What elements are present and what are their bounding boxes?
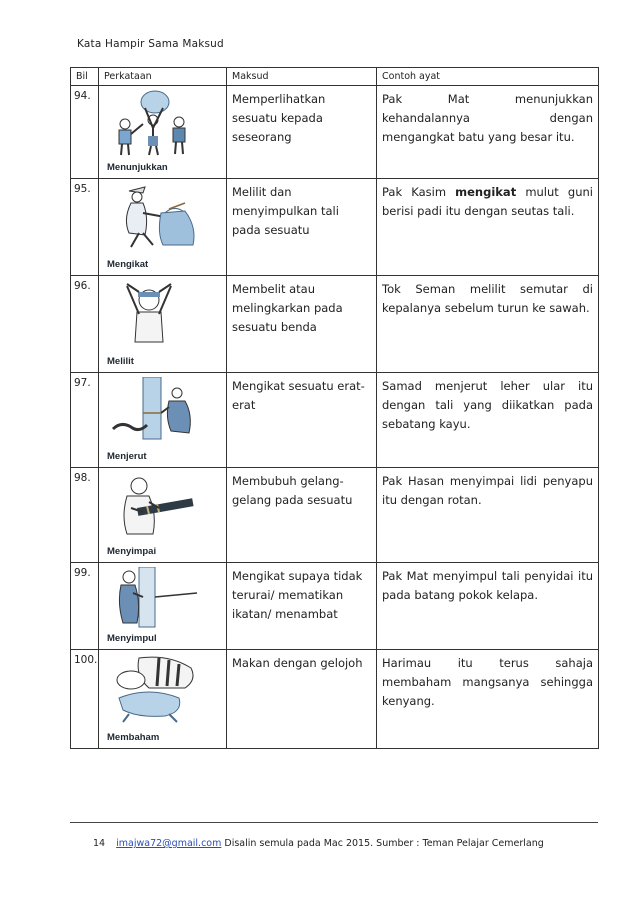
vocabulary-table: [70, 67, 599, 749]
example-cell: [377, 563, 599, 650]
illustration-label: Menyimpul: [107, 633, 157, 644]
row-number: 96.: [71, 276, 99, 373]
example-cell: [377, 468, 599, 563]
example-cell: [377, 276, 599, 373]
header-meaning: Maksud: [227, 68, 377, 86]
page-number: 14: [93, 838, 106, 849]
illustration-label: Menyimpai: [107, 546, 157, 557]
illustration-label: Mengikat: [107, 259, 149, 270]
example-text: Harimau itu terus sahaja membaham mangsanya sehingga kenyang.: [382, 656, 593, 708]
table-header-row: [71, 68, 599, 86]
example-cell: [377, 179, 599, 276]
meaning-cell: Membelit atau melingkarkan pada sesuatu benda: [227, 276, 377, 373]
man-tying-rope-to-tree-icon: [109, 567, 199, 629]
table-row: [71, 276, 599, 373]
row-number: 95.: [71, 179, 99, 276]
row-number: 99.: [71, 563, 99, 650]
example-keyword: mengikat: [455, 185, 517, 199]
example-text: Pak Hasan menyimpai lidi penyapu itu dengan rotan.: [382, 474, 593, 507]
header-example: Contoh ayat: [377, 68, 599, 86]
table-row: [71, 563, 599, 650]
illustration-label: Menjerut: [107, 451, 147, 462]
illustration-label: Menunjukkan: [107, 162, 168, 173]
example-text: Pak Mat menyimpul tali penyidai itu pada batang pokok kelapa.: [382, 569, 593, 602]
row-number: 98.: [71, 468, 99, 563]
table-row: [71, 468, 599, 563]
illustration-cell: [99, 276, 227, 373]
illustration-label: Membaham: [107, 732, 160, 743]
document-title: Kata Hampir Sama Maksud: [77, 38, 224, 50]
illustration-cell: [99, 373, 227, 468]
tiger-devouring-prey-icon: [109, 654, 209, 724]
person-pointing-at-boulder-icon: [109, 90, 199, 156]
example-cell: [377, 373, 599, 468]
meaning-cell: Membubuh gelang-gelang pada sesuatu: [227, 468, 377, 563]
meaning-cell: Mengikat sesuatu erat-erat: [227, 373, 377, 468]
example-cell: [377, 86, 599, 179]
meaning-cell: Makan dengan gelojoh: [227, 650, 377, 749]
header-word: Perkataan: [99, 68, 227, 86]
table-row: [71, 86, 599, 179]
meaning-cell: Melilit dan menyimpulkan tali pada sesuatu: [227, 179, 377, 276]
table-row: [71, 650, 599, 749]
illustration-cell: [99, 86, 227, 179]
page-footer: [93, 838, 544, 849]
row-number: 97.: [71, 373, 99, 468]
example-text: Samad menjerut leher ular itu dengan tali yang diikatkan pada sebatang kayu.: [382, 379, 593, 431]
example-text: Pak Mat menunjukkan kehandalannya dengan mengangkat batu yang besar itu.: [382, 92, 593, 144]
illustration-label: Melilit: [107, 356, 134, 367]
footer-email-link[interactable]: imajwa72@gmail.com: [116, 838, 222, 849]
example-cell: [377, 650, 599, 749]
man-tying-sack-icon: [109, 183, 199, 251]
illustration-cell: [99, 650, 227, 749]
illustration-cell: [99, 563, 227, 650]
table-row: [71, 373, 599, 468]
table-row: [71, 179, 599, 276]
illustration-cell: [99, 179, 227, 276]
man-binding-broom-icon: [109, 472, 199, 538]
example-text-end: mulut guni berisi padi itu dengan seutas tali.: [382, 185, 593, 218]
row-number: 100.: [71, 650, 99, 749]
example-text: Tok Seman melilit semutar di kepalanya sebelum turun ke sawah.: [382, 282, 593, 315]
header-bil: Bil: [71, 68, 99, 86]
man-wrapping-head-cloth-icon: [109, 280, 199, 348]
meaning-cell: Mengikat supaya tidak terurai/ mematikan ikatan/ menambat: [227, 563, 377, 650]
row-number: 94.: [71, 86, 99, 179]
footer-divider: [70, 822, 598, 823]
illustration-cell: [99, 468, 227, 563]
example-text-start: Pak Kasim: [382, 185, 456, 199]
meaning-cell: Memperlihatkan sesuatu kepada seseorang: [227, 86, 377, 179]
footer-note: Disalin semula pada Mac 2015. Sumber : Teman Pelajar Cemerlang: [224, 838, 544, 849]
man-binding-snake-to-log-icon: [109, 377, 199, 443]
